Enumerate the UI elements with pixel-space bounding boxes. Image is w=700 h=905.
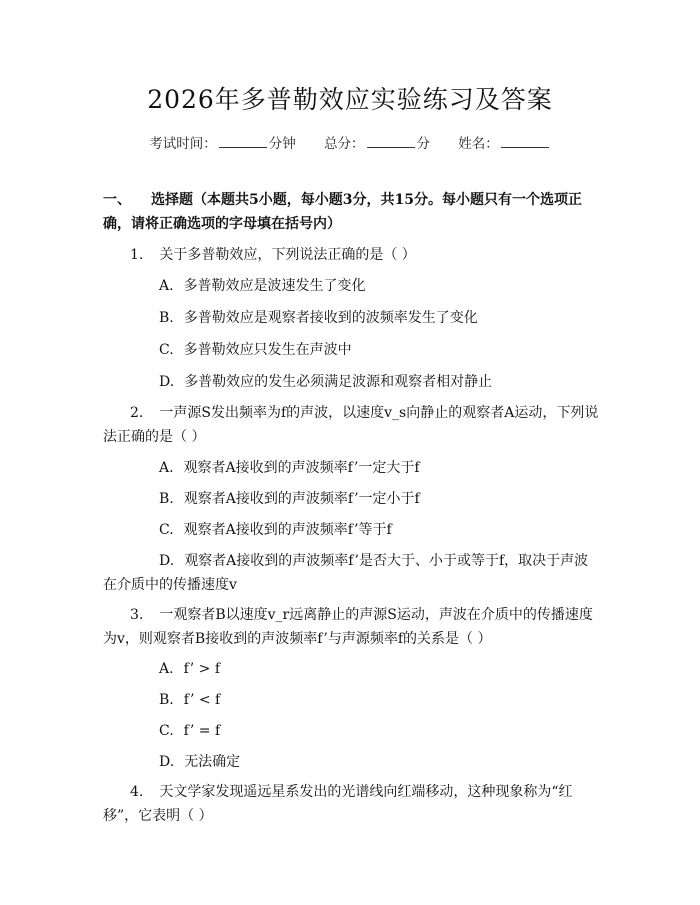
page-title: 2026年多普勒效应实验练习及答案 — [147, 85, 553, 114]
question-text: 一观察者B以速度v_r远离静止的声源S运动，声波在介质中的传播速度为v，则观察者B接收到的声波频率f’与声源频率f的关系是（ ） — [103, 607, 593, 647]
question-4 — [103, 780, 600, 828]
question-3-option-b — [159, 688, 600, 712]
time-label: 考试时间： — [149, 136, 217, 152]
question-number: 2. — [130, 405, 144, 421]
question-2-option-b — [159, 487, 600, 511]
section-text: 选择题（本题共5小题，每小题3分，共15分。每小题只有一个选项正确，请将正确选项的字母填在括号内） — [103, 192, 582, 232]
option-text: 观察者A接收到的声波频率f’一定大于f — [183, 460, 420, 476]
option-label: A. — [159, 460, 174, 476]
score-field — [324, 136, 430, 152]
option-label: C. — [159, 342, 174, 358]
question-3 — [103, 603, 600, 651]
question-1-option-d — [159, 370, 600, 394]
question-1-option-b — [159, 306, 600, 330]
option-text: 多普勒效应是观察者接收到的波频率发生了变化 — [183, 310, 478, 326]
option-label: C. — [159, 522, 174, 538]
question-1-option-a — [159, 274, 600, 298]
option-text: f’ = f — [183, 723, 221, 739]
question-3-option-a — [159, 657, 600, 681]
section-heading — [103, 188, 600, 236]
question-number: 1. — [130, 247, 144, 263]
option-text: 观察者A接收到的声波频率f’一定小于f — [183, 491, 420, 507]
option-text: 多普勒效应只发生在声波中 — [183, 342, 352, 358]
option-label: B. — [159, 491, 174, 507]
option-label: B. — [159, 692, 174, 708]
section-number: 一、 — [103, 192, 131, 208]
score-label: 总分： — [324, 136, 365, 152]
time-field — [149, 136, 296, 152]
option-text: 观察者A接收到的声波频率f’是否大于、小于或等于f，取决于声波在介质中的传播速度v — [103, 553, 589, 593]
question-number: 3. — [130, 607, 144, 623]
question-2 — [103, 401, 600, 449]
option-label: C. — [159, 723, 174, 739]
name-blank — [501, 135, 549, 148]
name-field — [458, 136, 551, 152]
question-3-option-d — [159, 750, 600, 774]
score-unit: 分 — [416, 136, 430, 152]
question-3-option-c — [159, 719, 600, 743]
option-text: 无法确定 — [184, 754, 241, 770]
option-label: D. — [159, 553, 175, 569]
time-unit: 分钟 — [268, 136, 296, 152]
question-2-option-a — [159, 456, 600, 480]
question-text: 关于多普勒效应，下列说法正确的是（ ） — [159, 247, 416, 263]
option-label: A. — [159, 278, 174, 294]
question-text: 天文学家发现遥远星系发出的光谱线向红端移动，这种现象称为“红移”，它表明（ ） — [103, 784, 573, 824]
option-text: 多普勒效应是波速发生了变化 — [183, 278, 366, 294]
option-label: D. — [159, 754, 175, 770]
question-2-option-c — [159, 518, 600, 542]
question-1 — [103, 243, 600, 267]
time-blank — [219, 135, 267, 148]
option-label: A. — [159, 661, 174, 677]
option-label: D. — [159, 374, 175, 390]
question-1-option-c — [159, 338, 600, 362]
option-text: 观察者A接收到的声波频率f’等于f — [183, 522, 392, 538]
option-text: f’ < f — [183, 692, 221, 708]
score-blank — [367, 135, 415, 148]
question-2-option-d — [103, 549, 600, 597]
question-text: 一声源S发出频率为f的声波，以速度v_s向静止的观察者A运动，下列说法正确的是（ ） — [103, 405, 599, 445]
option-text: f’ > f — [183, 661, 221, 677]
name-label: 姓名： — [458, 136, 499, 152]
question-number: 4. — [130, 784, 144, 800]
option-label: B. — [159, 310, 174, 326]
option-text: 多普勒效应的发生必须满足波源和观察者相对静止 — [184, 374, 493, 390]
exam-meta — [0, 132, 700, 152]
